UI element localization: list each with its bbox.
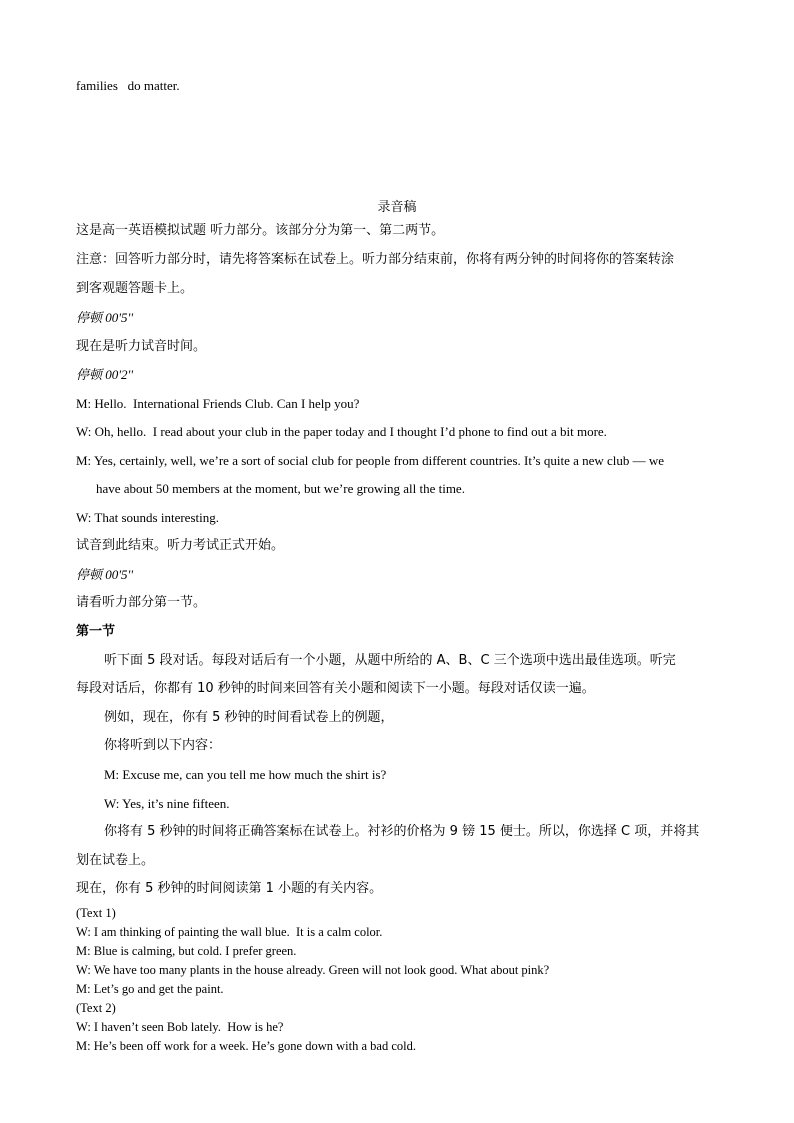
- transcript-title: 录音稿: [377, 200, 417, 215]
- section-prompt-line: 请看听力部分第一节。: [76, 595, 207, 610]
- dialogue-line: M: Blue is calming, but cold. I prefer green.: [76, 944, 297, 958]
- example-intro-line: 例如，现在，你有 5 秒钟的时间看试卷上的例题，: [104, 710, 394, 725]
- example-dialogue-line: W: Yes, it’s nine fifteen.: [104, 796, 230, 811]
- instruction-line-1: 听下面 5 段对话。每段对话后有一个小题，从题中所给的 A、B、C 三个选项中选出最佳选项。听完: [104, 653, 676, 668]
- text-label: (Text 1): [76, 906, 116, 920]
- dialogue-line: W: I am thinking of painting the wall blue. It is a calm color.: [76, 925, 383, 939]
- section-heading: 第一节: [76, 624, 116, 639]
- dialogue-line: W: Oh, hello. I read about your club in the paper today and I thought I’d phone to find out a bit more.: [76, 424, 607, 439]
- notice-line-2: 到客观题答题卡上。: [76, 281, 194, 296]
- instruction-line-2: 每段对话后，你都有 10 秒钟的时间来回答有关小题和阅读下一小题。每段对话仅读一遍。: [76, 681, 595, 696]
- dialogue-line: M: Hello. International Friends Club. Can I help you?: [76, 396, 360, 411]
- dialogue-line: W: That sounds interesting.: [76, 510, 219, 525]
- pause-marker: 停顿 00'5'': [76, 567, 134, 582]
- trial-start-line: 现在是听力试音时间。: [76, 339, 207, 354]
- answer-line-2: 划在试卷上。: [76, 853, 155, 868]
- trial-end-line: 试音到此结束。听力考试正式开始。: [76, 538, 285, 553]
- will-hear-line: 你将听到以下内容：: [104, 738, 222, 753]
- dialogue-line: W: I haven’t seen Bob lately. How is he?: [76, 1020, 284, 1034]
- dialogue-line: M: Let’s go and get the paint.: [76, 982, 224, 996]
- example-dialogue-line: M: Excuse me, can you tell me how much the shirt is?: [104, 767, 387, 782]
- dialogue-line: M: Yes, certainly, well, we’re a sort of social club for people from different countries. It’s quite a new club — we: [76, 453, 665, 468]
- dialogue-line: M: He’s been off work for a week. He’s gone down with a bad cold.: [76, 1039, 416, 1053]
- pause-marker: 停顿 00'2'': [76, 367, 134, 382]
- dialogue-line: W: We have too many plants in the house already. Green will not look good. What about pink?: [76, 963, 550, 977]
- dialogue-line-continued: have about 50 members at the moment, but we’re growing all the time.: [96, 481, 465, 496]
- top-line: families do matter.: [76, 78, 180, 93]
- answer-line-1: 你将有 5 秒钟的时间将正确答案标在试卷上。衬衫的价格为 9 镑 15 便士。所以，你选择 C 项，并将其: [104, 824, 700, 839]
- notice-line-1: 注意：回答听力部分时，请先将答案标在试卷上。听力部分结束前，你将有两分钟的时间将你的答案转涂: [76, 252, 675, 267]
- pause-marker: 停顿 00'5'': [76, 310, 134, 325]
- read-now-line: 现在，你有 5 秒钟的时间阅读第 1 小题的有关内容。: [76, 881, 383, 896]
- intro-line: 这是高一英语模拟试题 听力部分。该部分分为第一、第二两节。: [76, 223, 445, 238]
- text-label: (Text 2): [76, 1001, 116, 1015]
